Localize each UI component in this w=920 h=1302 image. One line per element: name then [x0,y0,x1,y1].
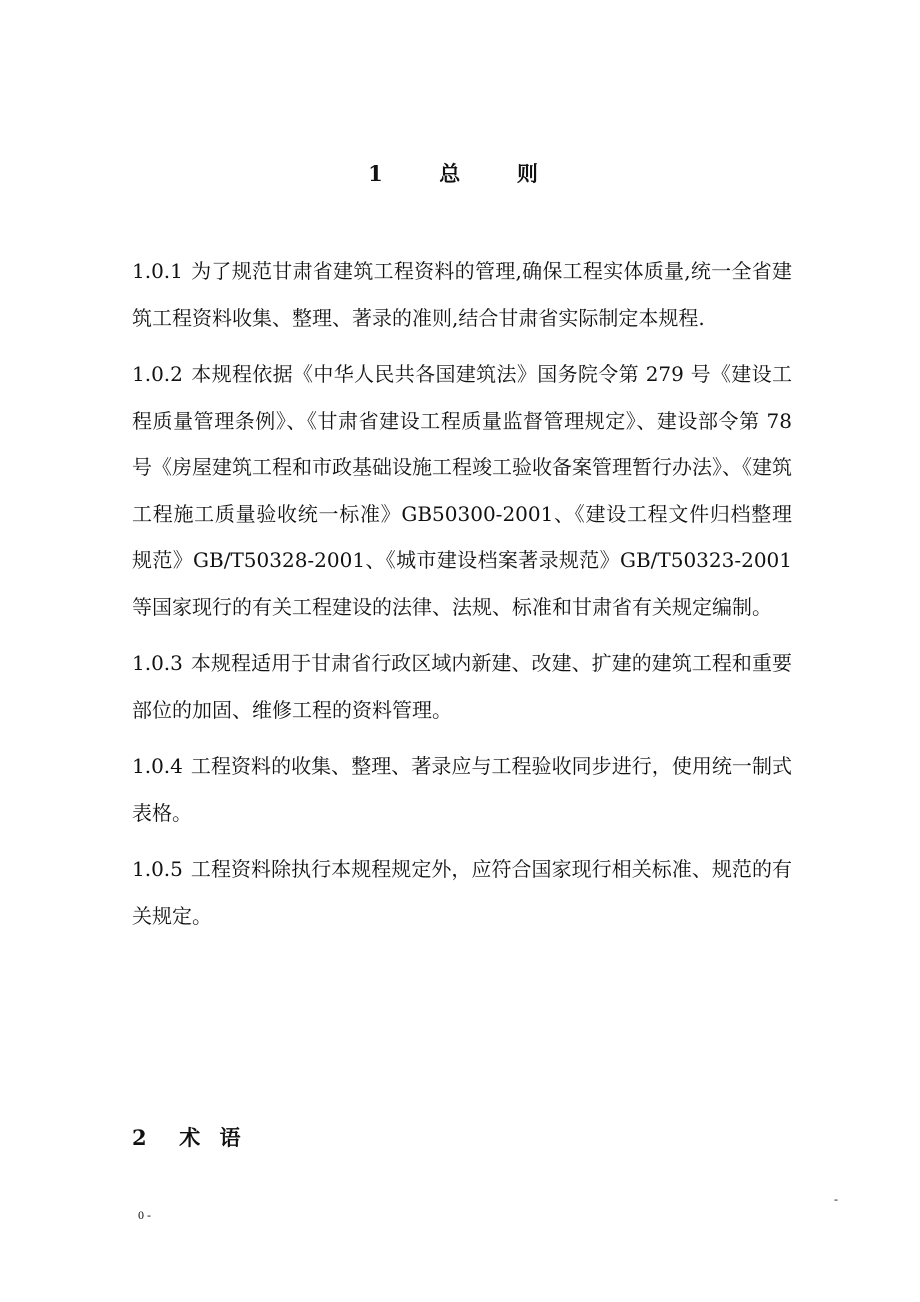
footer-dash: - [834,1192,838,1206]
section-title-terms: 2 术 语 [132,1125,247,1150]
clause-text: 本规程依据《中华人民共各国建筑法》国务院令第 279 号《建设工程质量管理条例》、《甘肃省建设工程质量监督管理规定》、建设部令第 78 号《房屋建筑工程和市政基础设施工程竣工验收备案管理暂行办法》、《建筑工程施工质量验收统一标准》GB50300-2001、《建设工程文件归档整理规范》GB/T50328-2001、《城市建设档案著录规范》GB/T50323-2001 等国家现行的有关工程建设的法律、法规、标准和甘肃省有关规定编制。 [132,362,792,619]
clause-1-0-4 [132,743,792,836]
clause-number: 1.0.3 [132,651,183,675]
clause-text: 工程资料除执行本规程规定外，应符合国家现行相关标准、规范的有关规定。 [132,857,792,928]
clause-number: 1.0.4 [132,754,183,778]
clause-number: 1.0.5 [132,857,183,881]
clause-1-0-3 [132,640,792,733]
clause-list [132,248,792,949]
clause-number: 1.0.2 [132,362,183,386]
clause-text: 为了规范甘肃省建筑工程资料的管理,确保工程实体质量,统一全省建筑工程资料收集、整理、著录的准则,结合甘肃省实际制定本规程. [132,259,792,330]
clause-1-0-1 [132,248,792,341]
clause-1-0-5 [132,846,792,939]
chapter-title: 1 总 则 [368,161,552,186]
page-number: 0 - [138,1208,151,1222]
clause-number: 1.0.1 [132,259,183,283]
clause-text: 本规程适用于甘肃省行政区域内新建、改建、扩建的建筑工程和重要部位的加固、维修工程的资料管理。 [132,651,792,722]
clause-text: 工程资料的收集、整理、著录应与工程验收同步进行，使用统一制式表格。 [132,754,792,825]
clause-1-0-2 [132,351,792,630]
